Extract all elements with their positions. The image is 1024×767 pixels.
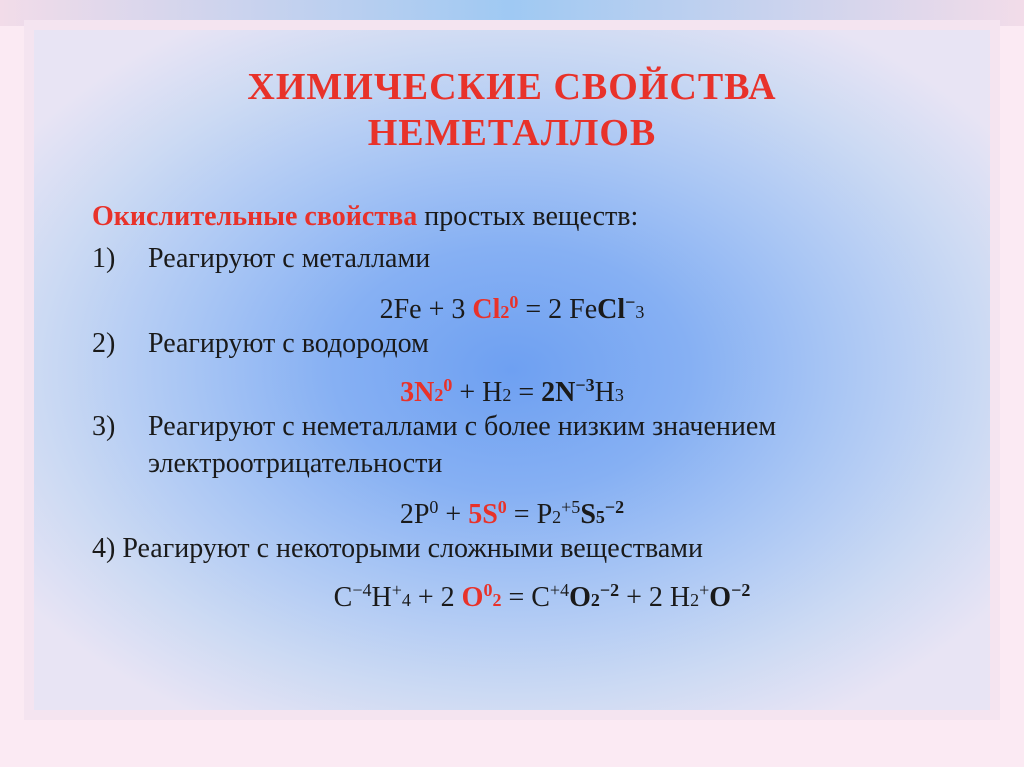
title-line-2: НЕМЕТАЛЛОВ bbox=[367, 112, 657, 154]
item-text: Реагируют с металлами bbox=[148, 243, 431, 274]
eq-subscript: 3 bbox=[635, 302, 645, 322]
eq-part-red: $5S^0$ bbox=[468, 497, 507, 530]
eq-part: + H2 bbox=[452, 377, 512, 408]
eq-part-bold: $O^{-2}$ bbox=[709, 580, 751, 613]
equation-3 bbox=[34, 490, 990, 534]
item-number: 3) bbox=[92, 411, 116, 442]
item-text: Реагируют с неметаллами с более низким значением bbox=[148, 411, 777, 442]
eq-part-red: $3N2^0$ bbox=[400, 375, 453, 408]
item-number: 2) bbox=[92, 328, 116, 359]
slide bbox=[34, 30, 990, 710]
list-item-1 bbox=[92, 242, 430, 276]
eq-part: $C^{-4}$ bbox=[333, 580, 372, 613]
intro-highlight: Окислительные свойства bbox=[92, 201, 418, 232]
top-bar bbox=[0, 0, 1024, 26]
eq-part-bold: $2N^{-3}$ bbox=[541, 375, 595, 408]
list-item-2 bbox=[92, 327, 429, 361]
list-item-3 bbox=[92, 410, 776, 444]
equation-4 bbox=[34, 573, 990, 617]
eq-part: = $P2^{+5}$ bbox=[506, 497, 581, 530]
item-text: Реагируют с некоторыми сложными веществами bbox=[122, 533, 704, 564]
intro-line bbox=[92, 200, 638, 234]
eq-part: = bbox=[511, 377, 542, 408]
eq-part: H3 bbox=[594, 377, 624, 408]
slide-title bbox=[34, 64, 990, 156]
eq-part: + bbox=[438, 499, 469, 530]
list-item-4 bbox=[92, 532, 703, 566]
eq-part: + 2 bbox=[410, 582, 462, 613]
eq-part: H+4 bbox=[371, 580, 411, 613]
eq-part-bold: $O2^{-2}$ bbox=[569, 580, 620, 613]
equation-1 bbox=[34, 285, 990, 329]
eq-part: 2Fe + 3 bbox=[379, 294, 473, 325]
eq-part-red: $O^02$ bbox=[461, 580, 502, 613]
eq-part: = 2 Fe bbox=[518, 294, 598, 325]
eq-part-red: $Cl2^0$ bbox=[472, 292, 519, 325]
item-number: 1) bbox=[92, 243, 116, 274]
eq-part: + 2 H2+ bbox=[619, 580, 710, 613]
list-item-3-continued bbox=[148, 447, 442, 481]
eq-part: = $C^{+4}$ bbox=[501, 580, 570, 613]
eq-part-bold: Cl− bbox=[597, 292, 636, 325]
eq-part-bold: $S5^{-2}$ bbox=[580, 497, 625, 530]
equation-2 bbox=[34, 368, 990, 412]
intro-rest: простых веществ: bbox=[417, 201, 639, 232]
item-text-continued: электроотрицательности bbox=[148, 448, 443, 479]
item-number: 4) bbox=[92, 533, 116, 564]
eq-part: $2P^0$ bbox=[399, 497, 439, 530]
item-text: Реагируют с водородом bbox=[148, 328, 429, 359]
title-line-1: ХИМИЧЕСКИЕ СВОЙСТВА bbox=[247, 66, 777, 108]
